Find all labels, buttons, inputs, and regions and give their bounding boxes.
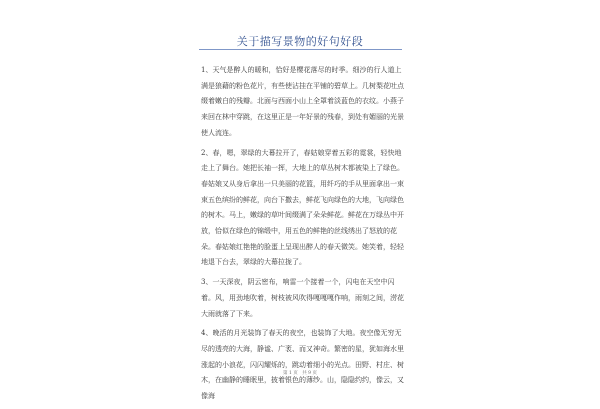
paragraph-3: 3、一天深夜，阴云密布，响雷一个接着一个，闪电在天空中闪着。风，用劲地吹着，树枝被风吹得嘎嘎嘎作响，雨刻之间，涝花大雨就落了下来。 (201, 278, 404, 318)
paragraph-4: 4、晚活的月光装饰了春天的夜空，也装饰了大地。夜空像无穷无尽的透亮的大海，静谧、广袤、而又神奇。繁密的星，犹如海水里涨起的小浪花，闪闪耀烁的，跳动着细小的光点。田野、村庄、树木，在幽静的睡眠里，披着银色的薄纱。山，隐隐约约，像云，又像海 (201, 329, 404, 401)
document-body (201, 63, 407, 409)
paragraph-2: 2、春，嗯，翠绿的大幕拉开了，春姑娘穿着五彩的霓裳，轻快地走上了舞台。她把长袖一挥，大地上的草丛树木都被染上了绿色。春姑娘又从身后拿出一只美丽的花篮，用纤巧的手从里面拿出一束束五色缤纷的鲜花，向台下撒去，鲜花飞向绿色的大地，飞向绿色的树木。马上，嫩绿的草叶间缀满了朵朵鲜花。鲜花在万绿丛中开放，恰似在绿色的锦缎中，用五色的鲜艳的丝线绣出了怒放的花朵。春姑娘红艳艳的脸蛋上呈现出醉人的春天微笑。她笑着，轻轻地退下台去，翠绿的大幕拉拢了。 (201, 148, 404, 267)
paragraph-1: 1、天气是醉人的暖和，恰好是樱花落尽的时季。细沙的行人道上满是狼藉的粉色花片，有些使沾挂在平铺的碧草上。几树梨花吐点缀着嫩白的残瓣。北面与西面小山上全罩着淡蓝色的衣纹。小燕子来回在林中穿跳，在这里正是一年好景的残春，到处有媚丽的光景使人流连。 (201, 66, 404, 137)
page-footer: 第 1 页 共 9 页 (283, 371, 317, 376)
title-underline (199, 49, 402, 50)
document-title: 关于描写景物的好句好段 (236, 35, 364, 48)
